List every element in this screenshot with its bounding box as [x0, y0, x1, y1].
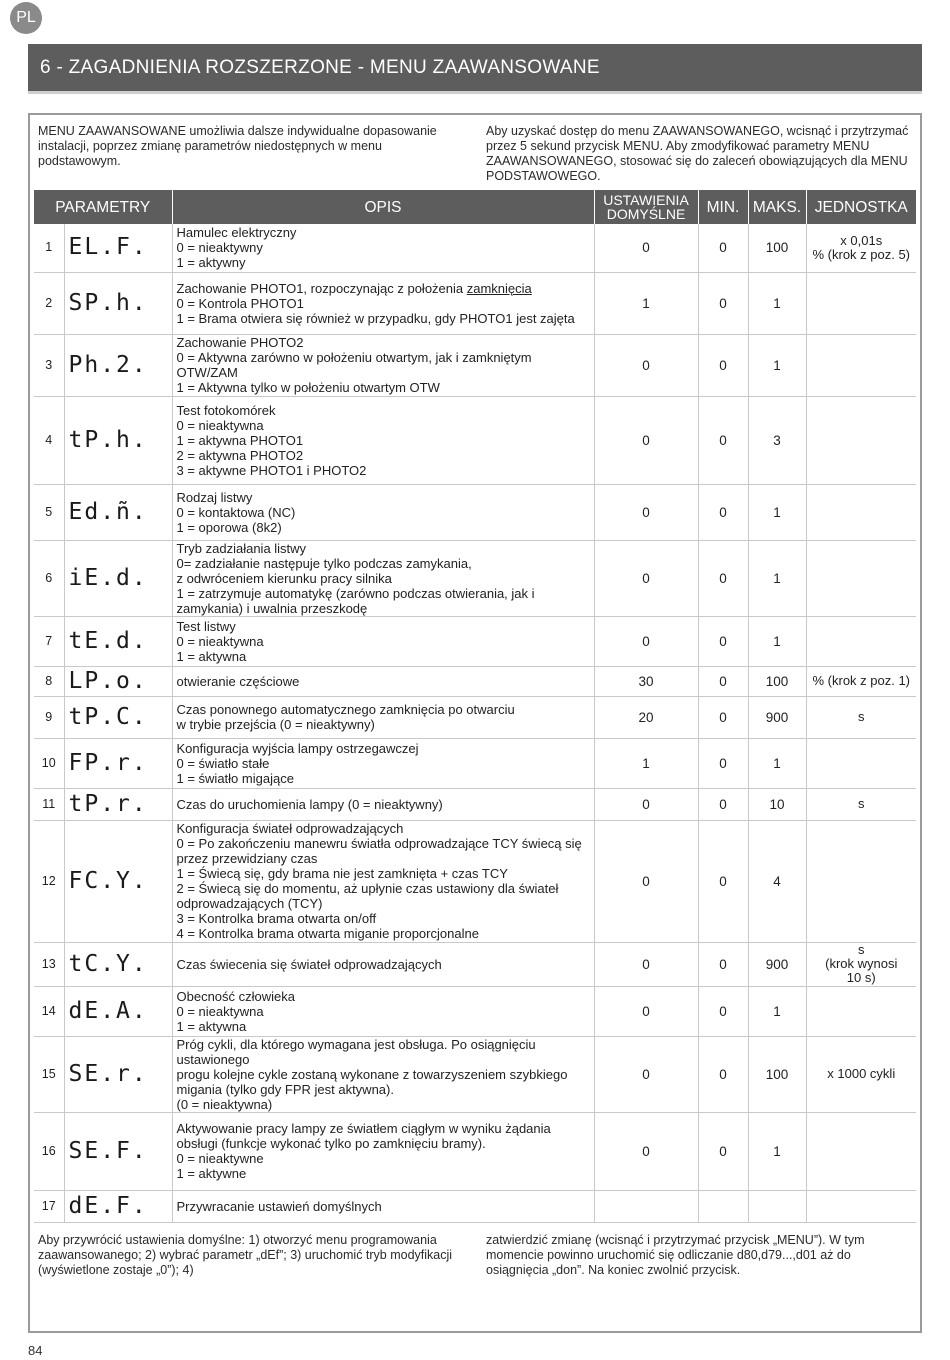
unit-value: x 0,01s % (krok z poz. 5)	[806, 224, 916, 272]
max-value: 3	[748, 396, 806, 484]
unit-value	[806, 616, 916, 666]
default-value: 0	[594, 1036, 698, 1112]
parameter-description	[172, 396, 594, 484]
parameter-code: SP.h.	[64, 272, 172, 334]
min-value: 0	[698, 396, 748, 484]
table-row	[34, 820, 916, 942]
description-line: 1 = aktywne	[176, 1166, 247, 1181]
min-value: 0	[698, 540, 748, 616]
table-body	[34, 224, 916, 1222]
header-default: USTAWIENIA DOMYŚLNE	[594, 190, 698, 224]
unit-value	[806, 986, 916, 1036]
min-value: 0	[698, 788, 748, 820]
description-line: z odwróceniem kierunku pracy silnika	[176, 570, 392, 586]
max-value: 100	[748, 666, 806, 696]
max-value: 900	[748, 696, 806, 738]
unit-value	[806, 820, 916, 942]
description-line: 0 = nieaktywny	[176, 240, 263, 256]
table-row	[34, 396, 916, 484]
parameter-description	[172, 986, 594, 1036]
table-row	[34, 1190, 916, 1222]
description-line: 4 = Kontrolka brama otwarta miganie proporcjonalne	[176, 926, 479, 941]
section-title: 6 - ZAGADNIENIA ROZSZERZONE - MENU ZAAWANSOWANE	[28, 44, 922, 91]
max-value: 100	[748, 224, 806, 272]
description-line: 0 = nieaktywna	[176, 417, 264, 433]
unit-value: s (krok wynosi 10 s)	[806, 942, 916, 986]
max-value: 1	[748, 616, 806, 666]
description-line: 0 = kontaktowa (NC)	[176, 504, 296, 520]
min-value: 0	[698, 820, 748, 942]
row-number: 2	[34, 272, 64, 334]
parameter-code: Ph.2.	[64, 334, 172, 396]
description-line: 1 = oporowa (8k2)	[176, 519, 282, 535]
max-value: 1	[748, 334, 806, 396]
min-value: 0	[698, 1112, 748, 1190]
description-line: obsługi (funkcje wykonać tylko po zamknięciu bramy).	[176, 1136, 486, 1151]
default-value: 0	[594, 788, 698, 820]
max-value	[748, 1190, 806, 1222]
min-value: 0	[698, 272, 748, 334]
description-line: 0 = Po zakończeniu manewru światła odprowadzające TCY świecą się przez przewidziany czas	[176, 836, 582, 866]
parameter-description	[172, 666, 594, 696]
description-line: Czas ponownego automatycznego zamknięcia po otwarciu	[176, 702, 515, 717]
min-value: 0	[698, 334, 748, 396]
default-value: 0	[594, 334, 698, 396]
parameter-code: tC.Y.	[64, 942, 172, 986]
description-line: Zachowanie PHOTO2	[176, 335, 304, 350]
parameter-code: tE.d.	[64, 616, 172, 666]
parameter-code: tP.C.	[64, 696, 172, 738]
table-row	[34, 334, 916, 396]
description-line: Przywracanie ustawień domyślnych	[176, 1198, 382, 1214]
min-value: 0	[698, 484, 748, 540]
description-line: 1 = aktywny	[176, 255, 246, 271]
default-value: 0	[594, 1112, 698, 1190]
header-min: MIN.	[698, 190, 748, 224]
table-row	[34, 224, 916, 272]
default-value: 0	[594, 616, 698, 666]
min-value: 0	[698, 1036, 748, 1112]
description-line: Konfiguracja świateł odprowadzających	[176, 821, 404, 836]
default-value: 0	[594, 942, 698, 986]
description-line: 0 = Aktywna zarówno w położeniu otwartym, jak i zamkniętym OTW/ZAM	[176, 350, 532, 380]
table-row	[34, 666, 916, 696]
intro-text-left: MENU ZAAWANSOWANE umożliwia dalsze indywidualne dopasowanie instalacji, poprzez zmianę parametrów niedostępnych w menu podstawowym.	[38, 124, 437, 168]
parameter-description	[172, 738, 594, 788]
description-line: otwieranie częściowe	[176, 673, 300, 689]
parameter-code: EL.F.	[64, 224, 172, 272]
default-value: 0	[594, 224, 698, 272]
parameter-code: tP.r.	[64, 788, 172, 820]
table-row	[34, 1112, 916, 1190]
footer-text-right: zatwierdzić zmianę (wcisnąć i przytrzymać przycisk „MENU”). W tym momencie powinno uruchomić się odliczanie d80,d79...,d01 aż do osiągnięcia „don”. Na koniec zwolnić przycisk.	[486, 1233, 865, 1277]
unit-value: % (krok z poz. 1)	[806, 666, 916, 696]
min-value	[698, 1190, 748, 1222]
header-max: MAKS.	[748, 190, 806, 224]
description-line: 1 = aktywna	[176, 1018, 247, 1034]
parameter-description	[172, 1190, 594, 1222]
parameter-code: Ed.ñ.	[64, 484, 172, 540]
table-row	[34, 738, 916, 788]
parameter-code: SE.r.	[64, 1036, 172, 1112]
header-description: OPIS	[172, 190, 594, 224]
min-value: 0	[698, 616, 748, 666]
max-value: 1	[748, 272, 806, 334]
row-number: 6	[34, 540, 64, 616]
row-number: 16	[34, 1112, 64, 1190]
parameter-code: FP.r.	[64, 738, 172, 788]
row-number: 17	[34, 1190, 64, 1222]
description-line: Test fotokomórek	[176, 402, 276, 418]
min-value: 0	[698, 696, 748, 738]
description-line: 1 = Brama otwiera się również w przypadku, gdy PHOTO1 jest zajęta	[176, 310, 575, 326]
row-number: 5	[34, 484, 64, 540]
description-line: 2 = aktywna PHOTO2	[176, 447, 304, 463]
table-row	[34, 1036, 916, 1112]
description-line: Próg cykli, dla którego wymagana jest obsługa. Po osiągnięciu ustawionego	[176, 1036, 536, 1067]
description-line: 1 = Świecą się, gdy brama nie jest zamknięta + czas TCY	[176, 866, 508, 881]
unit-value	[806, 396, 916, 484]
parameter-description	[172, 1112, 594, 1190]
max-value: 1	[748, 540, 806, 616]
unit-value	[806, 272, 916, 334]
min-value: 0	[698, 942, 748, 986]
unit-value	[806, 484, 916, 540]
parameter-description	[172, 224, 594, 272]
description-line: 1 = aktywna	[176, 648, 247, 664]
description-line: Test listwy	[176, 618, 236, 634]
description-line: Obecność człowieka	[176, 988, 295, 1004]
row-number: 1	[34, 224, 64, 272]
unit-value	[806, 1190, 916, 1222]
description-line: 0= zadziałanie następuje tylko podczas zamykania,	[176, 555, 472, 571]
default-value: 0	[594, 484, 698, 540]
description-line: Konfiguracja wyjścia lampy ostrzegawczej	[176, 740, 419, 756]
table-row	[34, 942, 916, 986]
description-line: w trybie przejścia (0 = nieaktywny)	[176, 717, 375, 732]
description-line: 3 = Kontrolka brama otwarta on/off	[176, 911, 377, 926]
row-number: 3	[34, 334, 64, 396]
page-number: 84	[28, 1343, 43, 1358]
description-line: 1 = zatrzymuje automatykę (zarówno podczas otwierania, jak i zamykania) i uwalnia przeszkodę	[176, 585, 535, 616]
language-badge: PL	[10, 2, 42, 34]
parameter-code: iE.d.	[64, 540, 172, 616]
min-value: 0	[698, 986, 748, 1036]
unit-value: s	[806, 696, 916, 738]
row-number: 11	[34, 788, 64, 820]
parameter-description	[172, 484, 594, 540]
table-row	[34, 788, 916, 820]
unit-value: s	[806, 788, 916, 820]
min-value: 0	[698, 738, 748, 788]
row-number: 15	[34, 1036, 64, 1112]
parameter-description	[172, 820, 594, 942]
table-row	[34, 272, 916, 334]
default-value	[594, 1190, 698, 1222]
max-value: 1	[748, 1112, 806, 1190]
description-line: Zachowanie PHOTO1, rozpoczynając z położenia zamknięcia	[176, 280, 532, 296]
footer-text-left: Aby przywrócić ustawienia domyślne: 1) otworzyć menu programowania zaawansowanego; 2) wybrać parametr „dEf”; 3) uruchomić tryb modyfikacji (wyświetlone zostaje „0”); 4)	[38, 1233, 453, 1277]
parameter-description	[172, 616, 594, 666]
table-row	[34, 540, 916, 616]
description-line: Czas do uruchomienia lampy (0 = nieaktywny)	[176, 796, 443, 812]
parameters-table	[34, 190, 916, 1223]
description-line: Hamulec elektryczny	[176, 225, 297, 241]
table-row	[34, 696, 916, 738]
table-row	[34, 986, 916, 1036]
row-number: 9	[34, 696, 64, 738]
description-line: 0 = światło stałe	[176, 755, 270, 771]
header-params: PARAMETRY	[34, 190, 172, 224]
description-line: Aktywowanie pracy lampy ze światłem ciągłym w wyniku żądania	[176, 1121, 551, 1136]
description-line: 1 = aktywna PHOTO1	[176, 432, 304, 448]
default-value: 0	[594, 986, 698, 1036]
default-value: 30	[594, 666, 698, 696]
parameter-description	[172, 1036, 594, 1112]
row-number: 7	[34, 616, 64, 666]
description-line: 3 = aktywne PHOTO1 i PHOTO2	[176, 462, 367, 478]
row-number: 12	[34, 820, 64, 942]
parameter-description	[172, 696, 594, 738]
description-line: 1 = światło migające	[176, 770, 294, 786]
parameter-code: LP.o.	[64, 666, 172, 696]
parameter-code: tP.h.	[64, 396, 172, 484]
description-line: Czas świecenia się świateł odprowadzających	[176, 956, 442, 972]
unit-value	[806, 334, 916, 396]
max-value: 4	[748, 820, 806, 942]
unit-value	[806, 540, 916, 616]
default-value: 20	[594, 696, 698, 738]
max-value: 1	[748, 484, 806, 540]
default-value: 0	[594, 820, 698, 942]
parameter-description	[172, 942, 594, 986]
max-value: 1	[748, 986, 806, 1036]
min-value: 0	[698, 224, 748, 272]
description-line: 0 = Kontrola PHOTO1	[176, 295, 304, 311]
max-value: 1	[748, 738, 806, 788]
unit-value	[806, 738, 916, 788]
parameter-code: dE.A.	[64, 986, 172, 1036]
table-row	[34, 484, 916, 540]
max-value: 900	[748, 942, 806, 986]
parameter-description	[172, 788, 594, 820]
max-value: 100	[748, 1036, 806, 1112]
table-row	[34, 616, 916, 666]
description-line: 0 = nieaktywna	[176, 633, 264, 649]
description-line: 2 = Świecą się do momentu, aż upłynie czas ustawiony dla świateł odprowadzających (TCY)	[176, 881, 559, 911]
header-unit: JEDNOSTKA	[806, 190, 916, 224]
description-line: (0 = nieaktywna)	[176, 1096, 273, 1112]
max-value: 10	[748, 788, 806, 820]
default-value: 1	[594, 272, 698, 334]
row-number: 4	[34, 396, 64, 484]
parameter-description	[172, 334, 594, 396]
intro-text-right: Aby uzyskać dostęp do menu ZAAWANSOWANEGO, wcisnąć i przytrzymać przez 5 sekund przycisk MENU. Aby zmodyfikować parametry MENU ZAAWANSOWANEGO, stosować się do zaleceń obowiązujących dla MENU PODSTAWOWEGO.	[486, 124, 909, 183]
parameter-code: dE.F.	[64, 1190, 172, 1222]
row-number: 14	[34, 986, 64, 1036]
description-line: 0 = nieaktywne	[176, 1151, 264, 1166]
description-line: Rodzaj listwy	[176, 489, 253, 505]
default-value: 0	[594, 540, 698, 616]
row-number: 10	[34, 738, 64, 788]
row-number: 13	[34, 942, 64, 986]
unit-value	[806, 1112, 916, 1190]
default-value: 1	[594, 738, 698, 788]
parameter-description	[172, 272, 594, 334]
description-line: Tryb zadziałania listwy	[176, 540, 307, 556]
row-number: 8	[34, 666, 64, 696]
parameter-code: FC.Y.	[64, 820, 172, 942]
description-line: progu kolejne cykle zostaną wykonane z towarzyszeniem szybkiego migania (tylko gdy FPR jest aktywna).	[176, 1066, 568, 1097]
parameter-description	[172, 540, 594, 616]
table-header-row	[34, 190, 916, 224]
description-line: 1 = Aktywna tylko w położeniu otwartym OTW	[176, 380, 440, 395]
default-value: 0	[594, 396, 698, 484]
unit-value: x 1000 cykli	[806, 1036, 916, 1112]
min-value: 0	[698, 666, 748, 696]
underlined-word: zamknięcia	[466, 280, 532, 296]
parameter-code: SE.F.	[64, 1112, 172, 1190]
description-line: 0 = nieaktywna	[176, 1003, 264, 1019]
